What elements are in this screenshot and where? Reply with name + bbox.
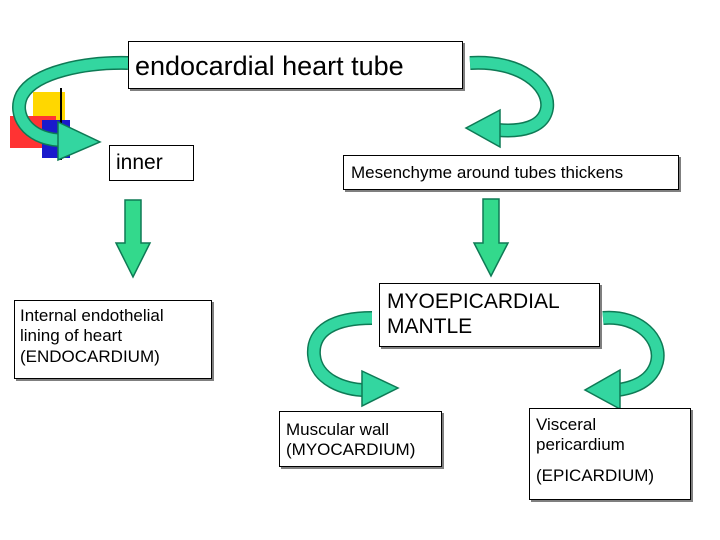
node-myocardium-line2: (MYOCARDIUM) (286, 440, 416, 460)
node-visceral-line1: Visceral (536, 415, 597, 434)
down-arrow-mesenchyme-to-myoepicardial (474, 199, 508, 276)
node-inner-label: inner (116, 151, 163, 174)
node-mesenchyme (343, 155, 679, 190)
node-title-label: endocardial heart tube (135, 51, 404, 81)
node-myocardium-line1: Muscular wall (286, 420, 389, 439)
node-endocardium (14, 300, 212, 379)
node-endocardium-line2: lining of heart (20, 326, 123, 346)
node-endocardium-line3: (ENDOCARDIUM) (20, 346, 160, 366)
node-myoepicardial-line1: MYOEPICARDIAL (387, 290, 560, 313)
node-mesenchyme-label: Mesenchyme around tubes thickens (351, 163, 624, 182)
node-myoepicardial-line2: MANTLE (387, 315, 473, 339)
node-inner (109, 145, 194, 181)
node-myocardium (279, 411, 442, 467)
node-visceral-line2: pericardium (536, 435, 625, 455)
node-endocardium-line1: Internal endothelial (20, 306, 164, 325)
node-myoepicardial-mantle (379, 283, 600, 347)
down-arrow-inner-to-endocardium (116, 200, 150, 277)
node-endocardial-heart-tube (128, 41, 463, 89)
curved-arrow-title-to-mesenchyme (466, 63, 547, 147)
node-visceral-line3: (EPICARDIUM) (536, 465, 655, 485)
node-visceral-pericardium (529, 408, 691, 500)
